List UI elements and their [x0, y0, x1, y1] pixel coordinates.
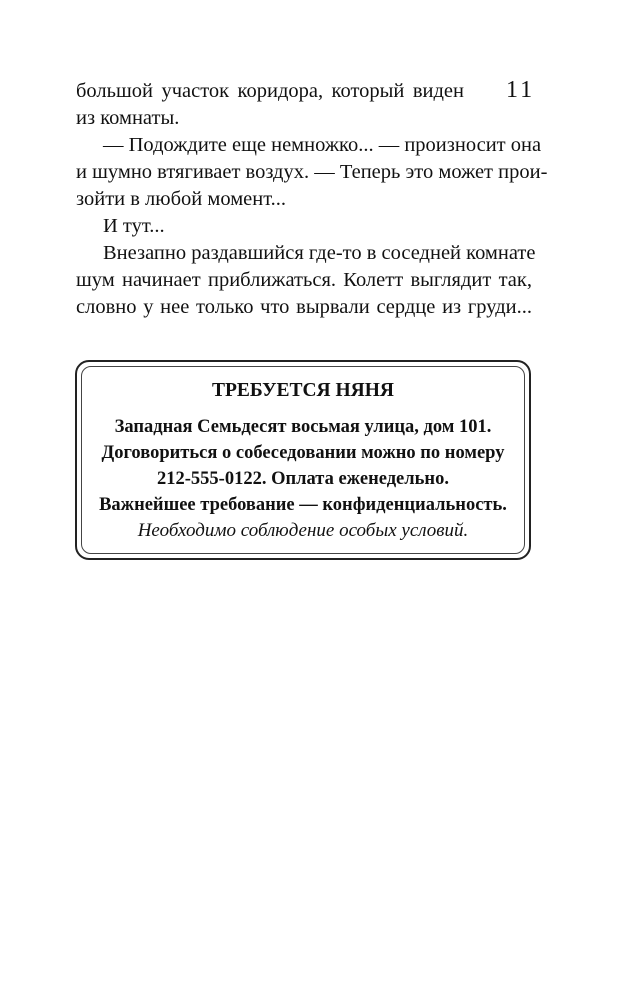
body-line: Внезапно раздавшийся где-то в соседней комнате — [103, 242, 536, 264]
notice-line: Важнейшее требование — конфиденциальность. — [99, 495, 507, 515]
body-line: шум начинает приближаться. Колетт выглядит так, — [76, 269, 532, 291]
body-line: — Подождите еще немножко... — произносит она — [103, 134, 542, 156]
notice-inner-border — [81, 366, 525, 554]
body-line: и шумно втягивает воздух. — Теперь это может прои- — [76, 161, 548, 183]
notice-line: Договориться о собеседовании можно по номеру — [101, 443, 505, 463]
body-line: словно у нее только что вырвали сердце из груди... — [76, 296, 532, 318]
notice-title: ТРЕБУЕТСЯ НЯНЯ — [212, 380, 394, 401]
body-line: из комнаты. — [76, 107, 180, 129]
body-line: большой участок коридора, который виден — [76, 80, 464, 102]
body-text — [76, 78, 548, 321]
notice-line: Западная Семьдесят восьмая улица, дом 101. — [114, 417, 492, 437]
notice-italic-line: Необходимо соблюдение особых условий. — [137, 520, 469, 541]
notice-line: 212-555-0122. Оплата еженедельно. — [157, 469, 449, 489]
page-number: 11 — [506, 77, 536, 103]
notice-box — [75, 360, 531, 560]
body-line: зойти в любой момент... — [76, 188, 287, 210]
body-line: И тут... — [103, 215, 165, 237]
